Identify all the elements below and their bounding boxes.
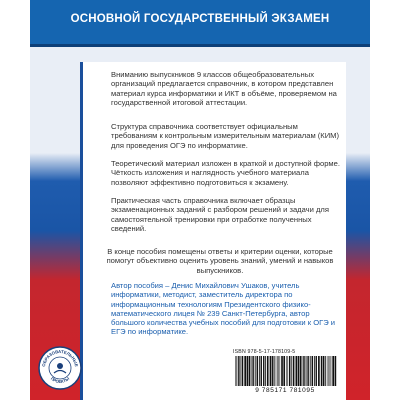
exam-title: ОСНОВНОЙ ГОСУДАРСТВЕННЫЙ ЭКЗАМЕН [70,13,330,25]
barcode-number: 9 785171 781095 [255,387,315,394]
description-panel [80,62,346,400]
isbn-label: ISBN 978-5-17-178109-5 [233,349,296,355]
author-info: Автор пособия – Денис Михайлович Ушаков, учитель информатики, методист, заместитель директора по информационным технологиям Президентского физико-математического лицея № 239 Санкт-Петербурга, автор большого количества учебных пособий для подготовки к ОГЭ и ЕГЭ по информатике. [111,281,336,337]
header-banner [30,0,370,47]
paragraph-practice: Практическая часть справочника включает образцы экзаменационных заданий с разбором решений и задачи для самостоятельной тренировки при отработке полученных сведений. [111,196,329,233]
paragraph-theory: Теоретический материал изложен в краткой и доступной форме. Чёткость изложения и наглядность учебного материала позволяют эффективно подготовиться к экзамену. [111,159,340,187]
paragraph-answers: В конце пособия помещены ответы и критерии оценки, которые помогут объективно оценить уровень знаний, умений и навыков выпускников. [106,247,334,275]
barcode [233,356,337,386]
seal-top-text: ОБРАЗОВАТЕЛЬНЫЕ [41,348,79,368]
seal-bottom-text: ПРОЕКТЫ [49,375,71,385]
book-back-cover [30,0,370,400]
paragraph-structure: Структура справочника соответствует официальным требованиям к контрольным измерительным материалам (КИМ) для проведения ОГЭ по информатике. [111,122,340,150]
education-projects-seal-icon [38,346,82,390]
paragraph-intro: Вниманию выпускников 9 классов общеобразовательных организаций предлагается справочник, в котором представлен материал курса информатики и ИКТ в объёме, проверяемом на государственной итоговой аттестации. [111,70,337,107]
